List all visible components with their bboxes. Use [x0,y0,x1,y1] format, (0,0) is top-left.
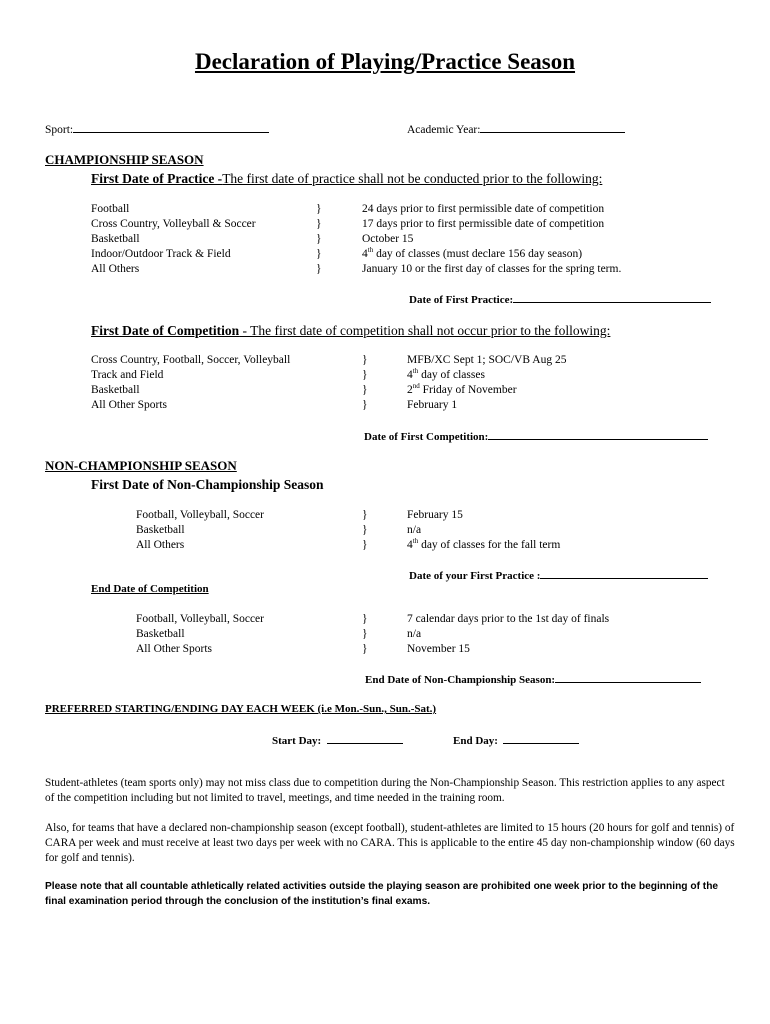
start-day-label: Start Day: [272,735,322,747]
brace: } [362,643,368,655]
practice-rules-list [362,202,621,277]
end-day-label: End Day: [453,735,498,747]
first-competition-lead: First Date of Competition [91,323,240,338]
first-competition-date-line[interactable] [488,428,708,440]
brace: } [362,369,368,381]
nonchamp-first-practice-label: Date of your First Practice : [409,570,541,582]
brace: } [316,218,322,230]
first-practice-date-field [409,291,711,308]
list-item: Track and Field [91,369,164,381]
end-day-field [453,732,579,749]
list-item: 4th day of classes (must declare 156 day season) [362,246,583,260]
list-item: October 15 [362,233,414,245]
list-item: 4th day of classes [407,367,485,381]
list-item: February 15 [407,509,463,521]
list-item: Football, Volleyball, Soccer [136,613,264,625]
brace: } [362,539,368,551]
brace: } [362,399,368,411]
paragraph-missed-class: Student-athletes (team sports only) may not miss class due to competition during the Non-Championship Season. This restriction applies to any aspect of the competition including but not limited to travel, meetings, and time needed in the training room. [45,777,725,804]
list-item: Indoor/Outdoor Track & Field [91,248,231,260]
academic-year-input-line[interactable] [480,121,625,133]
prohibition-note: Please note that all countable athletically related activities outside the playing season are prohibited one week prior to the beginning of the final examination period through the conclusion of the institution’s final exams. [45,881,719,907]
first-competition-date-label: Date of First Competition: [364,431,489,443]
list-item: Cross Country, Football, Soccer, Volleyball [91,354,291,366]
end-date-label: End Date of Non-Championship Season: [365,674,556,686]
championship-heading: CHAMPIONSHIP SEASON [45,152,204,167]
nonchamp-sports-list [136,508,264,553]
first-practice-date-line[interactable] [513,291,711,303]
preferred-heading: PREFERRED STARTING/ENDING DAY EACH WEEK (i.e Mon.-Sun., Sun.-Sat.) [45,703,437,715]
list-item: Football, Volleyball, Soccer [136,509,264,521]
start-day-field [272,732,403,749]
first-practice-date-label: Date of First Practice: [409,294,514,306]
competition-brace-column [362,353,368,413]
list-item: 17 days prior to first permissible date of competition [362,218,605,230]
list-item: January 10 or the first day of classes for the spring term. [362,263,622,275]
paragraph-cara-limits: Also, for teams that have a declared non-championship season (except football), student-athletes are limited to 15 hours (20 hours for golf and tennis) of CARA per week and must receive at least two days per week with no CARA. This is applicable to the entire 45 day non-championship window (60 days for golf and tennis). [45,822,735,864]
first-competition-heading [91,322,610,339]
list-item: 4th day of classes for the fall term [407,537,561,551]
list-item: February 1 [407,399,458,411]
brace: } [362,384,368,396]
academic-year-field [407,121,625,138]
end-date-line[interactable] [555,671,701,683]
practice-brace-column [316,202,322,277]
nonchamp-rules-list [407,508,560,553]
first-competition-rest: - The first date of competition shall not occur prior to the following: [239,323,611,338]
brace: } [316,203,322,215]
list-item: All Other Sports [91,399,168,411]
nonchamp-first-practice-field [409,567,708,584]
end-date-field [365,671,701,688]
first-practice-rest: The first date of practice shall not be conducted prior to the following: [222,171,603,186]
brace: } [362,509,368,521]
list-item: Basketball [136,628,185,640]
competition-sports-list [91,353,290,413]
sport-input-line[interactable] [73,121,269,133]
first-nonchamp-heading: First Date of Non-Championship Season [91,477,324,492]
end-sports-list [136,612,264,657]
first-practice-heading [91,170,602,187]
list-item: Football [91,203,130,215]
brace: } [316,248,322,260]
list-item: Basketball [91,384,140,396]
list-item: All Others [91,263,140,275]
list-item: MFB/XC Sept 1; SOC/VB Aug 25 [407,354,567,366]
competition-rules-list [407,353,566,413]
first-practice-lead: First Date of Practice - [91,171,223,186]
end-rules-list [407,612,609,657]
list-item: n/a [407,628,422,640]
list-item: 2nd Friday of November [407,382,517,396]
list-item: Cross Country, Volleyball & Soccer [91,218,256,230]
brace: } [316,233,322,245]
list-item: All Other Sports [136,643,213,655]
list-item: All Others [136,539,185,551]
list-item: n/a [407,524,422,536]
brace: } [362,524,368,536]
brace: } [316,263,322,275]
list-item: Basketball [91,233,140,245]
end-day-line[interactable] [503,732,579,744]
list-item: 24 days prior to first permissible date of competition [362,203,605,215]
brace: } [362,628,368,640]
sport-label: Sport: [45,124,74,136]
sport-field [45,121,269,138]
practice-sports-list [91,202,256,277]
nonchamp-first-practice-line[interactable] [540,567,708,579]
first-competition-date-field [364,428,708,445]
page-title: Declaration of Playing/Practice Season [194,49,576,74]
end-date-heading: End Date of Competition [91,583,209,595]
start-day-line[interactable] [327,732,403,744]
non-championship-heading: NON-CHAMPIONSHIP SEASON [45,458,237,473]
list-item: November 15 [407,643,470,655]
list-item: 7 calendar days prior to the 1st day of finals [407,613,610,625]
list-item: Basketball [136,524,185,536]
nonchamp-brace-column [362,508,368,553]
end-brace-column [362,612,368,657]
academic-year-label: Academic Year: [407,124,481,136]
brace: } [362,613,368,625]
brace: } [362,354,368,366]
